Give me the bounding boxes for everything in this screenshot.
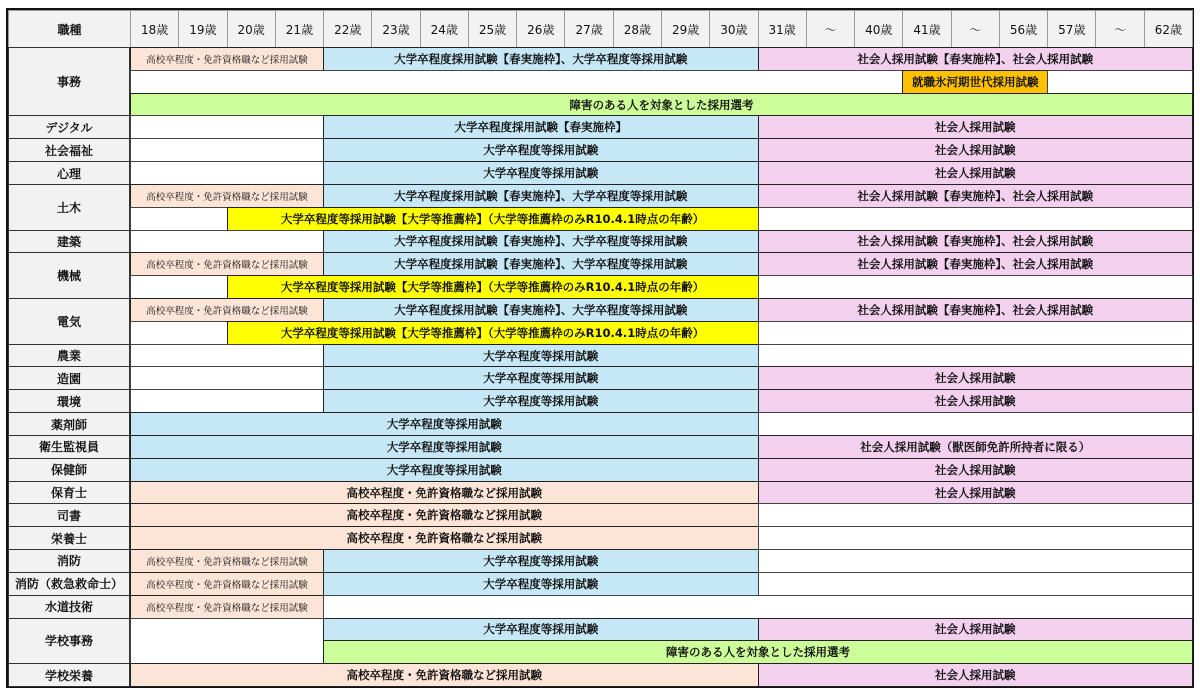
empty-segment: [130, 344, 324, 368]
empty-segment: [130, 70, 903, 94]
header-age: 30歳: [709, 10, 758, 48]
header-age: 40歳: [854, 10, 903, 48]
header-age: 31歳: [758, 10, 807, 48]
occupation-label: 消防: [8, 549, 131, 573]
occupation-label: 消防（救急救命士）: [8, 572, 131, 596]
header-age: 28歳: [613, 10, 662, 48]
empty-segment: [758, 549, 1193, 573]
occupation-label: 電気: [8, 298, 131, 345]
header-age: 20歳: [227, 10, 276, 48]
exam-segment: 大学卒程度等採用試験: [323, 618, 758, 642]
empty-segment: [758, 503, 1193, 527]
exam-segment: 社会人採用試験（獣医師免許所持者に限る）: [758, 435, 1193, 459]
empty-segment: [758, 344, 1193, 368]
header-age: 23歳: [371, 10, 420, 48]
empty-segment: [758, 207, 1193, 231]
exam-segment: 高校卒程度・免許資格職など採用試験: [130, 252, 324, 276]
header-age: 21歳: [275, 10, 324, 48]
exam-segment: 大学卒程度採用試験【春実施枠】、大学卒程度等採用試験: [323, 47, 758, 71]
header-age: 56歳: [999, 10, 1048, 48]
exam-segment: 社会人採用試験: [758, 458, 1193, 482]
occupation-label: 水道技術: [8, 595, 131, 619]
exam-segment: 高校卒程度・免許資格職など採用試験: [130, 549, 324, 573]
header-age: ～: [951, 10, 1000, 48]
exam-segment: 社会人採用試験: [758, 138, 1193, 162]
occupation-label: 司書: [8, 503, 131, 527]
exam-segment: 高校卒程度・免許資格職など採用試験: [130, 595, 324, 619]
occupation-label: 心理: [8, 161, 131, 185]
exam-segment: 大学卒程度採用試験【春実施枠】、大学卒程度等採用試験: [323, 298, 758, 322]
header-occupation: 職種: [8, 10, 131, 48]
exam-segment: 大学卒程度等採用試験: [323, 366, 758, 390]
occupation-label: 栄養士: [8, 526, 131, 550]
exam-segment: 社会人採用試験: [758, 481, 1193, 505]
exam-segment: 大学卒程度採用試験【春実施枠】、大学卒程度等採用試験: [323, 230, 758, 254]
empty-segment: [130, 207, 228, 231]
empty-segment: [758, 275, 1193, 299]
exam-segment: 社会人採用試験【春実施枠】、社会人採用試験: [758, 298, 1193, 322]
exam-segment: 社会人採用試験【春実施枠】、社会人採用試験: [758, 47, 1193, 71]
empty-segment: [758, 412, 1193, 436]
exam-segment: 大学卒程度等採用試験【大学等推薦枠】（大学等推薦枠のみR10.4.1時点の年齢）: [227, 207, 759, 231]
empty-segment: [130, 230, 324, 254]
exam-segment: 高校卒程度・免許資格職など採用試験: [130, 572, 324, 596]
exam-segment: 社会人採用試験: [758, 389, 1193, 413]
empty-segment: [130, 366, 324, 390]
empty-segment: [130, 389, 324, 413]
header-age: 29歳: [661, 10, 710, 48]
empty-segment: [130, 321, 228, 345]
exam-segment: 大学卒程度採用試験【春実施枠】: [323, 115, 758, 139]
occupation-label: 学校事務: [8, 618, 131, 665]
empty-segment: [758, 321, 1193, 345]
exam-segment: 高校卒程度・免許資格職など採用試験: [130, 663, 759, 687]
empty-segment: [1047, 70, 1193, 94]
exam-segment: 高校卒程度・免許資格職など採用試験: [130, 47, 324, 71]
exam-segment: 大学卒程度等採用試験: [130, 412, 759, 436]
empty-segment: [130, 618, 324, 665]
header-age: 24歳: [420, 10, 469, 48]
exam-segment: 大学卒程度等採用試験: [130, 458, 759, 482]
exam-segment: 高校卒程度・免許資格職など採用試験: [130, 184, 324, 208]
exam-segment: 大学卒程度採用試験【春実施枠】、大学卒程度等採用試験: [323, 252, 758, 276]
header-age: 18歳: [130, 10, 179, 48]
occupation-label: 造園: [8, 366, 131, 390]
exam-segment: 社会人採用試験【春実施枠】、社会人採用試験: [758, 230, 1193, 254]
exam-segment: 社会人採用試験【春実施枠】、社会人採用試験: [758, 184, 1193, 208]
header-age: 25歳: [468, 10, 517, 48]
occupation-label: 農業: [8, 344, 131, 368]
occupation-label: 社会福祉: [8, 138, 131, 162]
occupation-label: デジタル: [8, 115, 131, 139]
empty-segment: [323, 595, 1193, 619]
recruitment-age-table: [6, 8, 1194, 688]
header-age: 22歳: [323, 10, 372, 48]
occupation-label: 環境: [8, 389, 131, 413]
exam-segment: 大学卒程度等採用試験【大学等推薦枠】（大学等推薦枠のみR10.4.1時点の年齢）: [227, 275, 759, 299]
occupation-label: 衛生監視員: [8, 435, 131, 459]
header-age: 57歳: [1047, 10, 1096, 48]
exam-segment: 就職氷河期世代採用試験: [902, 70, 1048, 94]
exam-segment: 社会人採用試験: [758, 161, 1193, 185]
exam-segment: 大学卒程度等採用試験: [323, 161, 758, 185]
occupation-label: 学校栄養: [8, 663, 131, 687]
exam-segment: 社会人採用試験: [758, 618, 1193, 642]
exam-segment: 高校卒程度・免許資格職など採用試験: [130, 526, 759, 550]
empty-segment: [130, 275, 228, 299]
occupation-label: 建築: [8, 230, 131, 254]
exam-segment: 高校卒程度・免許資格職など採用試験: [130, 503, 759, 527]
header-age: 62歳: [1144, 10, 1193, 48]
exam-segment: 障害のある人を対象とした採用選考: [323, 640, 1193, 664]
empty-segment: [130, 161, 324, 185]
exam-segment: 大学卒程度等採用試験: [323, 549, 758, 573]
empty-segment: [130, 138, 324, 162]
occupation-label: 保健師: [8, 458, 131, 482]
exam-segment: 高校卒程度・免許資格職など採用試験: [130, 298, 324, 322]
exam-segment: 大学卒程度等採用試験: [130, 435, 759, 459]
exam-segment: 障害のある人を対象とした採用選考: [130, 93, 1193, 117]
exam-segment: 社会人採用試験: [758, 366, 1193, 390]
header-age: ～: [1095, 10, 1144, 48]
exam-segment: 大学卒程度等採用試験【大学等推薦枠】（大学等推薦枠のみR10.4.1時点の年齢）: [227, 321, 759, 345]
header-age: 27歳: [564, 10, 613, 48]
exam-segment: 社会人採用試験: [758, 663, 1193, 687]
header-age: ～: [806, 10, 855, 48]
empty-segment: [758, 572, 1193, 596]
empty-segment: [130, 115, 324, 139]
header-age: 41歳: [902, 10, 951, 48]
occupation-label: 土木: [8, 184, 131, 231]
occupation-label: 薬剤師: [8, 412, 131, 436]
exam-segment: 高校卒程度・免許資格職など採用試験: [130, 481, 759, 505]
exam-segment: 社会人採用試験【春実施枠】、社会人採用試験: [758, 252, 1193, 276]
empty-segment: [758, 526, 1193, 550]
exam-segment: 大学卒程度等採用試験: [323, 138, 758, 162]
exam-segment: 大学卒程度等採用試験: [323, 344, 758, 368]
occupation-label: 事務: [8, 47, 131, 116]
header-age: 26歳: [516, 10, 565, 48]
occupation-label: 機械: [8, 252, 131, 299]
exam-segment: 大学卒程度等採用試験: [323, 572, 758, 596]
exam-segment: 大学卒程度等採用試験: [323, 389, 758, 413]
exam-segment: 社会人採用試験: [758, 115, 1193, 139]
exam-segment: 大学卒程度採用試験【春実施枠】、大学卒程度等採用試験: [323, 184, 758, 208]
occupation-label: 保育士: [8, 481, 131, 505]
header-age: 19歳: [178, 10, 227, 48]
